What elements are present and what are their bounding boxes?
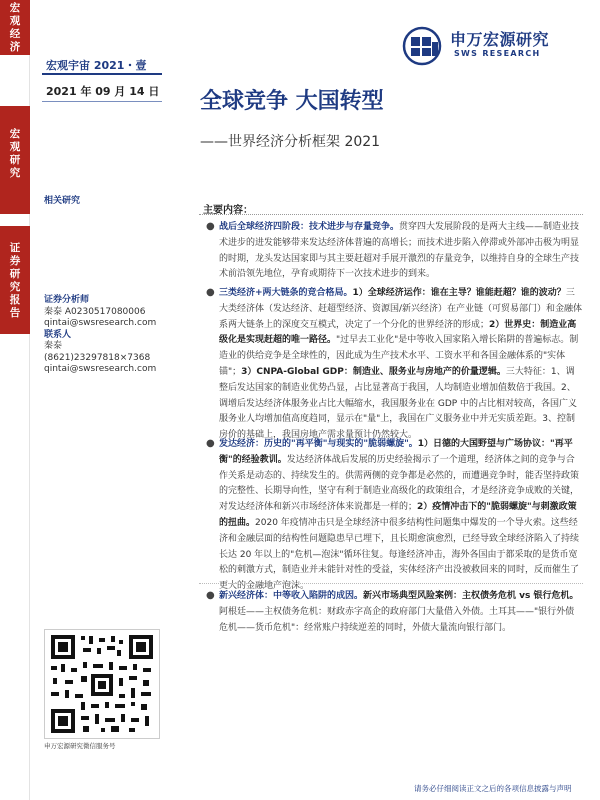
sws-logo bbox=[402, 24, 572, 68]
point-body: 三大特征：1、调整后发达国家的制造业优势凸显，占比显著高于我国，人均制造业增加值数倍于我国。2、调增后发达经济体服务业占比大幅缩水，我国服务业在 GDP 中的占比相对较高，各国广义服务业人均增加值高度趋同，显示在"量"上，我国在广义服务业中并无实质差距。3、控制房价的基础上，我国房地产需求量预计仍然较大。 bbox=[219, 366, 578, 441]
report-series: 宏观宇宙 2021・壹 bbox=[46, 59, 147, 72]
qr-code bbox=[44, 629, 160, 739]
heading-divider bbox=[199, 214, 583, 215]
page-subtitle: ——世界经济分析框架 2021 bbox=[200, 134, 381, 150]
section-divider bbox=[199, 583, 583, 584]
date-rule bbox=[42, 101, 162, 102]
report-date: 2021 年 09 月 14 日 bbox=[46, 85, 160, 98]
contact-email[interactable]: qintai@swsresearch.com bbox=[44, 364, 157, 374]
point-heading: 2）世界史：制造业高级化是实现赶超的唯一路径。 bbox=[219, 319, 577, 346]
bullet-icon: ● bbox=[206, 590, 215, 601]
disclosure-footer: 请务必仔细阅读正文之后的各项信息披露与声明 bbox=[414, 784, 572, 793]
page-title: 全球竞争 大国转型 bbox=[200, 89, 384, 114]
analyst-email[interactable]: qintai@swsresearch.com bbox=[44, 318, 157, 328]
analyst-heading: 证券分析师 bbox=[44, 295, 90, 305]
point-heading: 1）全球经济运作：谁在主导？谁能赶超？谁的波动？ bbox=[352, 288, 566, 298]
paragraph-emerging-economies bbox=[219, 589, 583, 636]
point-heading: 新兴市场典型风险案例：主权债务危机 vs 银行危机。 bbox=[363, 591, 579, 601]
paragraph-body: 贯穿四大发展阶段的是两大主线——制造业技术进步的进发能够带来发达经济体普遍的高增长；而技术进步陷入停滞或外部冲击极为明显的时期，龙头发达国家即与其主要赶超对手展开激烈的存量竞争，以维持自身的全球生产技术前沿领先地位，孕育或期待下一次技术进步的到来。 bbox=[219, 222, 580, 280]
left-strip bbox=[0, 0, 30, 800]
paragraph-lead: 新兴经济体：中等收入陷阱的成因。 bbox=[219, 591, 364, 601]
point-body: 2020 年疫情冲击只是全球经济中很多结构性问题集中爆发的一个导火索。这些经济和金融层面的结构性问题隐患早已埋下，且长期愈演愈烈，已经导致全球经济陷入了持续长达 20 年以上的"危机—泡沫"循环往复。每逢经济冲击，海外各国由于都采取的是货币宽松的刺激方式，制造业并未能针对性的受益，实体经济产出没被救回来的同时，反而催生了更大的金融地产泡沫。 bbox=[219, 517, 580, 592]
paragraph-developed-economies bbox=[219, 437, 583, 595]
point-heading: 2）疫情冲击下的"脆弱螺旋"与刺激政策的扭曲。 bbox=[219, 502, 577, 528]
contact-phone: (8621)23297818×7368 bbox=[44, 352, 151, 363]
analyst-name: 秦泰 A0230517080006 bbox=[44, 306, 146, 317]
point-heading: 1）日德的大国野望与广场协议："再平衡"的经验教训。 bbox=[219, 439, 573, 465]
qr-caption: 申万宏源研究微信服务号 bbox=[44, 742, 116, 750]
point-body: 三大类经济体（发达经济、赶超型经济、资源国/新兴经济）在产业链（可贸易部门）和金融体系两大链条上的深度交互模式，决定了一个分化的世界经济的形成； bbox=[219, 288, 583, 330]
strip-label-macro-economy: 宏 观 经 济 bbox=[9, 2, 21, 53]
paragraph-lead: 三类经济+两大链条的竞合格局。 bbox=[219, 288, 353, 298]
strip-label-securities-report: 证 券 研 究 报 告 bbox=[9, 242, 21, 319]
point-body: 发达经济体战后发展的历史经验揭示了一个道理，经济体之间的竞争与合作关系是动态的、持续发生的。供需两侧的竞争都是必然的，而遭遇竞争时，能否坚持政策的完整性、长期导向性，坚守有利于制造业高级化的政策组合，才是经济竞争成败的关键，对发达经济体和新兴市场经济体来说都是一样的； bbox=[219, 454, 580, 513]
point-body: 阿根廷——主权债务危机：财政赤字高企的政府部门大量借入外债。土耳其——"银行外债危机——货币危机"：经常账户持续逆差的同时，外债大量流向银行部门。 bbox=[219, 606, 575, 633]
bullet-icon: ● bbox=[206, 221, 215, 232]
logo-name: 申万宏源研究 bbox=[450, 30, 550, 49]
paragraph-lead: 战后全球经济四阶段：技术进步与存量竞争。 bbox=[219, 222, 400, 232]
related-research-heading: 相关研究 bbox=[44, 196, 81, 206]
sws-logo-icon bbox=[402, 26, 446, 66]
paragraph-stages bbox=[219, 220, 583, 283]
main-heading: 主要内容： bbox=[203, 205, 253, 216]
contact-name: 秦泰 bbox=[44, 341, 63, 351]
strip-label-macro-research: 宏 观 研 究 bbox=[9, 128, 21, 179]
bullet-icon: ● bbox=[206, 438, 215, 449]
contact-heading: 联系人 bbox=[44, 329, 72, 340]
point-heading: 3）CNPA-Global GDP：制造业、服务业与房地产的价量逻辑。 bbox=[241, 366, 506, 377]
header-rule bbox=[42, 73, 162, 75]
analyst-block bbox=[44, 295, 156, 376]
point-body: "过早去工业化"是中等收入国家陷入增长陷阱的普遍标志。制造业的供给竞争是全球性的，因此成为生产技术水平、工资水平和各国金融体系的"实体锚"； bbox=[219, 335, 579, 377]
bullet-icon: ● bbox=[206, 287, 215, 298]
logo-subtitle: SWS RESEARCH bbox=[454, 49, 541, 58]
qr-code-icon bbox=[45, 630, 159, 738]
paragraph-lead: 发达经济：历史的"再平衡"与现实的"脆弱螺旋"。 bbox=[219, 439, 418, 449]
paragraph-structure bbox=[219, 286, 583, 444]
